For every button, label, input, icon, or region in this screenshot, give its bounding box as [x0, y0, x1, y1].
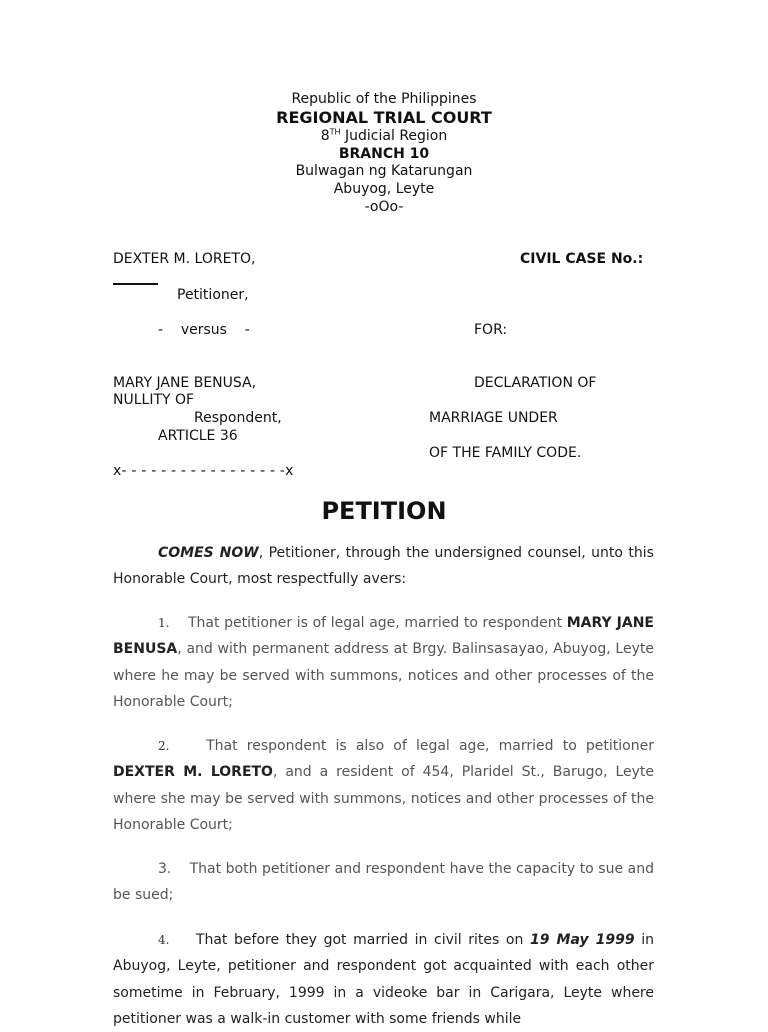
for-label: FOR: — [474, 322, 508, 338]
paragraph-number: 2. — [158, 739, 170, 753]
header-republic: Republic of the Philippines — [291, 91, 477, 107]
paragraph-text: That before they got married in civil rites on — [195, 932, 530, 948]
paragraph-text: , and with permanent address at Brgy. Balinsasayao, Abuyog, Leyte where he may be served with summons, notices and other processes of the Honorable Court; — [113, 641, 654, 710]
paragraph-4 — [113, 927, 654, 1032]
header-hall: Bulwagan ng Katarungan — [295, 163, 473, 179]
header-divider: -oOo- — [364, 199, 404, 215]
header-region — [0, 127, 768, 145]
paragraph-text: in Abuyog, Leyte, petitioner and respondent got acquainted with each other sometime in February, 1999 in a videoke bar in Carigara, Leyte where petitioner was a walk-in customer with some friends while — [113, 932, 654, 1027]
paragraph-number: 1. — [158, 616, 170, 630]
paragraph-1 — [113, 610, 654, 715]
document-title: PETITION — [321, 497, 447, 525]
family-code-text: OF THE FAMILY CODE. — [429, 445, 582, 461]
respondent-label: Respondent, — [194, 410, 282, 426]
region-number: 8 — [320, 128, 330, 144]
region-text: Judicial Region — [340, 128, 448, 144]
caption-separator: x- - - - - - - - - - - - - - - - -x — [113, 463, 294, 479]
paragraph-text: That both petitioner and respondent have the capacity to sue and be sued; — [113, 861, 654, 904]
declaration-text: DECLARATION OF — [474, 375, 597, 391]
marriage-under-text: MARRIAGE UNDER — [429, 410, 558, 426]
paragraph-number: 3. — [158, 861, 172, 877]
comes-now-text: COMES NOW — [158, 545, 259, 561]
versus-label: - versus - — [158, 322, 250, 338]
petitioner-bold-name: DEXTER M. LORETO — [113, 764, 273, 781]
paragraph-text: That petitioner is of legal age, married to respondent — [187, 615, 567, 631]
petitioner-label: Petitioner, — [177, 287, 249, 303]
nullity-text: NULLITY OF — [113, 392, 195, 408]
paragraph-number: 4. — [158, 933, 170, 947]
paragraph-text: , and a resident of 454, Plaridel St., Barugo, Leyte where she may be served with summons, notices and other processes of the Honorable Court; — [113, 764, 655, 833]
paragraph-3 — [113, 856, 654, 909]
respondent-name: MARY JANE BENUSA, — [113, 375, 257, 391]
signature-underline — [113, 283, 158, 285]
intro-paragraph — [113, 540, 654, 593]
respondent-bold-name: MARY JANE BENUSA — [113, 615, 654, 658]
header-court: REGIONAL TRIAL COURT — [276, 108, 492, 127]
header-branch: BRANCH 10 — [338, 146, 430, 162]
region-superscript: TH — [329, 127, 341, 137]
paragraph-text: That respondent is also of legal age, married to petitioner — [206, 738, 654, 754]
marriage-date: 19 May 1999 — [530, 932, 635, 948]
intro-text: , Petitioner, through the undersigned counsel, unto this Honorable Court, most respectfully avers: — [113, 545, 654, 588]
article-text: ARTICLE 36 — [158, 428, 238, 444]
petitioner-name: DEXTER M. LORETO, — [113, 251, 256, 267]
header-place: Abuyog, Leyte — [333, 181, 435, 197]
case-number-label: CIVIL CASE No.: — [520, 251, 644, 267]
paragraph-2 — [113, 733, 654, 838]
